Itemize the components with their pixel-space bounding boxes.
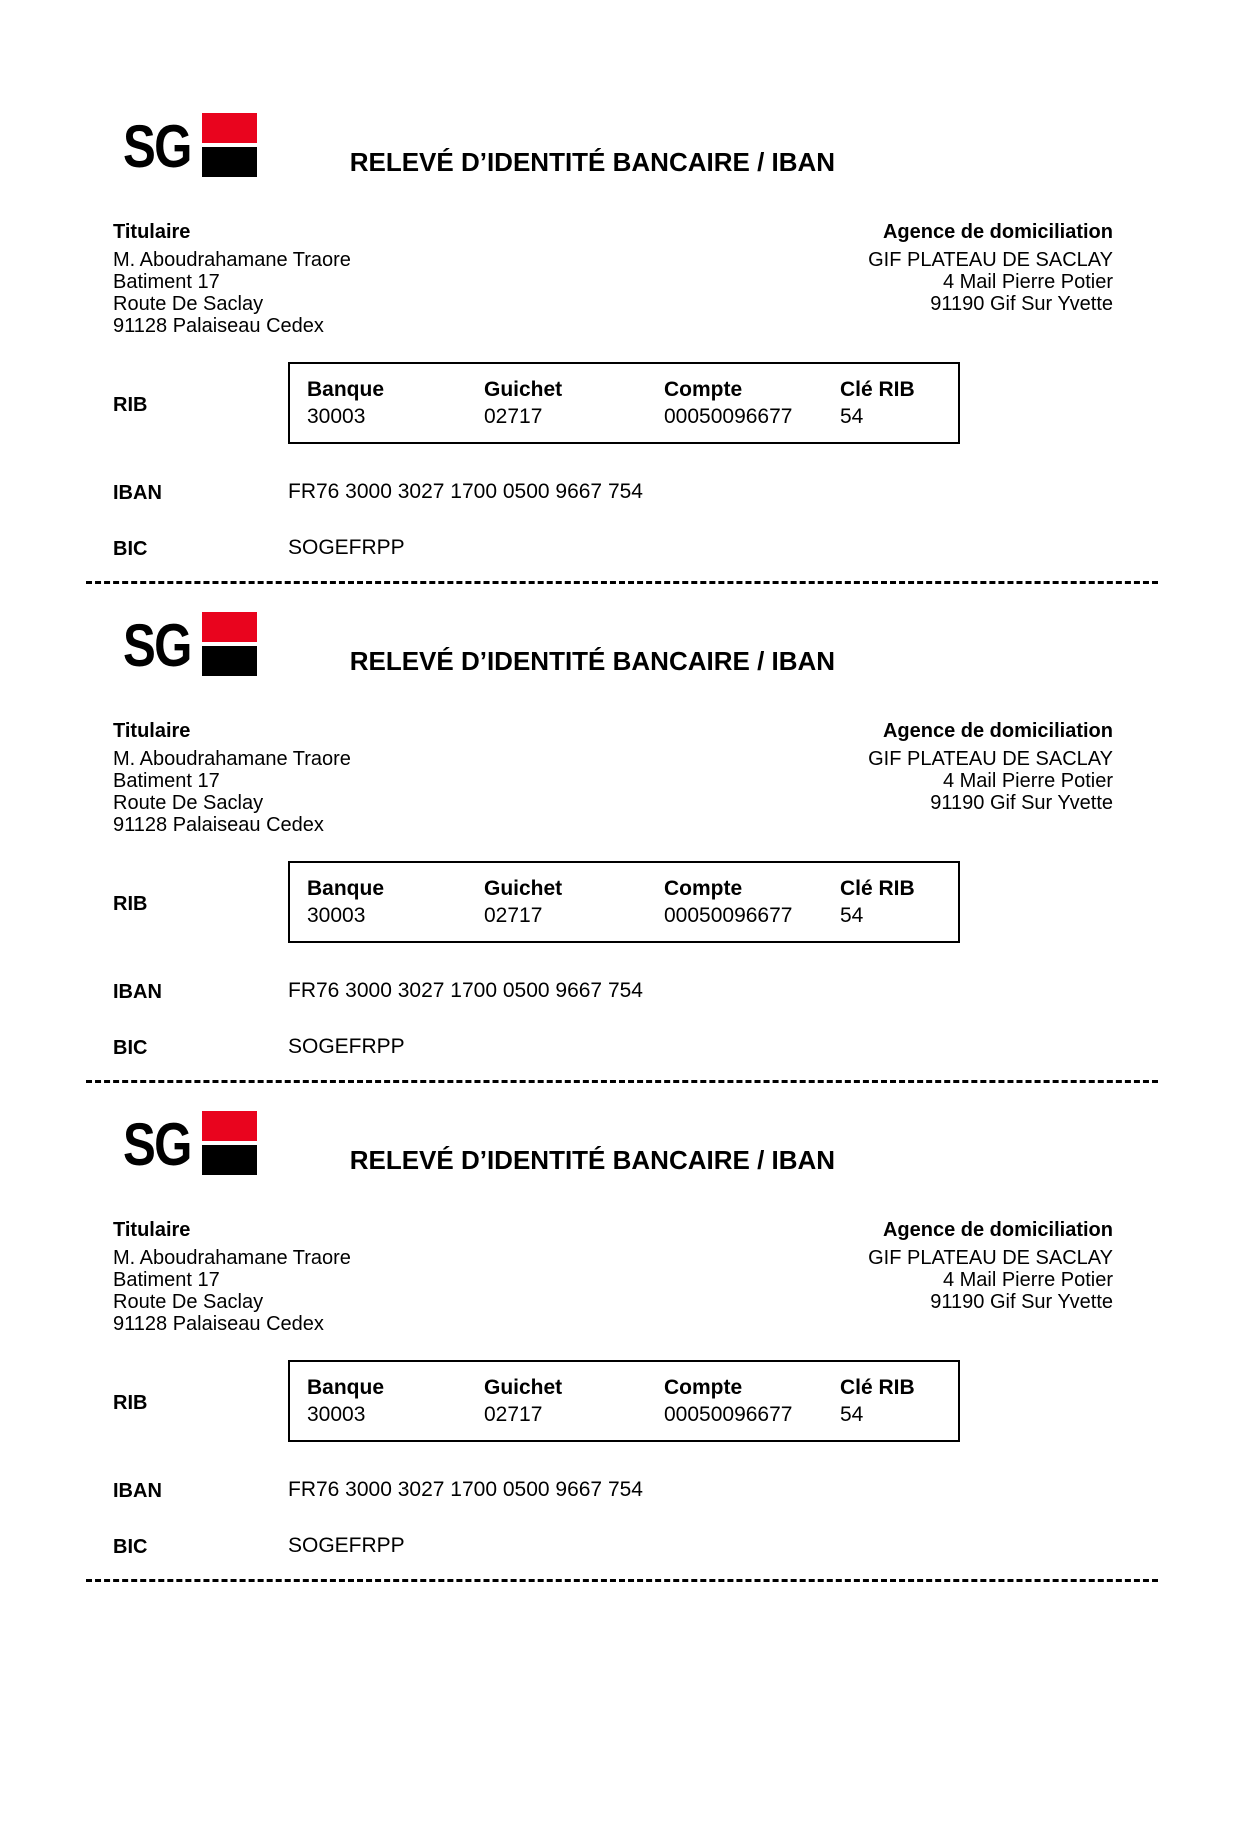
rib-section bbox=[86, 1083, 1158, 1582]
sg-logo-mark-icon bbox=[202, 113, 257, 177]
rib-column-header-compte: Compte bbox=[664, 1376, 743, 1399]
holder-address-line: Batiment 17 bbox=[113, 271, 220, 293]
rib-column-header-cle-rib: Clé RIB bbox=[840, 1376, 915, 1399]
rib-row bbox=[113, 362, 1113, 444]
rib-values bbox=[307, 904, 958, 928]
rib-column-header-guichet: Guichet bbox=[484, 378, 563, 401]
iban-label: IBAN bbox=[113, 1480, 162, 1502]
iban-row bbox=[113, 979, 1113, 1003]
holder-block bbox=[113, 222, 351, 337]
holder-label: Titulaire bbox=[113, 221, 191, 243]
rib-box bbox=[288, 1360, 960, 1442]
societe-generale-logo bbox=[123, 113, 257, 180]
agency-block bbox=[868, 222, 1113, 337]
sg-logo-text: SG bbox=[123, 113, 191, 180]
rib-box bbox=[288, 861, 960, 943]
agency-address-line: 91190 Gif Sur Yvette bbox=[930, 792, 1113, 814]
rib-column-header-banque: Banque bbox=[307, 1376, 385, 1399]
holder-address-line: Route De Saclay bbox=[113, 792, 264, 814]
iban-value: FR76 3000 3027 1700 0500 9667 754 bbox=[288, 1478, 643, 1501]
rib-value-guichet: 02717 bbox=[484, 405, 543, 428]
rib-value-compte: 00050096677 bbox=[664, 904, 793, 927]
rib-column-headers bbox=[307, 1376, 958, 1400]
rib-column-header-cle-rib: Clé RIB bbox=[840, 877, 915, 900]
document-title: RELEVÉ D’IDENTITÉ BANCAIRE / IBAN bbox=[349, 646, 836, 676]
parties-row bbox=[113, 222, 1113, 337]
agency-block bbox=[868, 1220, 1113, 1335]
holder-block bbox=[113, 721, 351, 836]
bic-label: BIC bbox=[113, 1536, 148, 1558]
holder-block bbox=[113, 1220, 351, 1335]
holder-address bbox=[113, 249, 351, 337]
sg-logo-red-square bbox=[202, 1111, 257, 1141]
rib-column-header-guichet: Guichet bbox=[484, 1376, 563, 1399]
rib-value-banque: 30003 bbox=[307, 405, 366, 428]
iban-label: IBAN bbox=[113, 482, 162, 504]
agency-address-line: GIF PLATEAU DE SACLAY bbox=[868, 249, 1113, 271]
bic-label: BIC bbox=[113, 1037, 148, 1059]
document-body bbox=[86, 85, 1158, 1582]
rib-value-compte: 00050096677 bbox=[664, 405, 793, 428]
rib-column-header-compte: Compte bbox=[664, 877, 743, 900]
rib-values bbox=[307, 1403, 958, 1427]
holder-address-line: 91128 Palaiseau Cedex bbox=[113, 1313, 324, 1335]
holder-address-line: 91128 Palaiseau Cedex bbox=[113, 814, 324, 836]
holder-address-line: 91128 Palaiseau Cedex bbox=[113, 315, 324, 337]
societe-generale-logo bbox=[123, 612, 257, 679]
rib-label: RIB bbox=[113, 1392, 148, 1414]
rib-label: RIB bbox=[113, 893, 148, 915]
rib-section bbox=[86, 584, 1158, 1083]
document-title: RELEVÉ D’IDENTITÉ BANCAIRE / IBAN bbox=[349, 1145, 836, 1175]
holder-address-line: Batiment 17 bbox=[113, 770, 220, 792]
rib-section bbox=[86, 85, 1158, 584]
section-header bbox=[113, 612, 1113, 679]
rib-column-headers bbox=[307, 378, 958, 402]
holder-address-line: Batiment 17 bbox=[113, 1269, 220, 1291]
holder-label: Titulaire bbox=[113, 720, 191, 742]
parties-row bbox=[113, 1220, 1113, 1335]
sg-logo-red-square bbox=[202, 612, 257, 642]
rib-column-headers bbox=[307, 877, 958, 901]
agency-address-line: 91190 Gif Sur Yvette bbox=[930, 293, 1113, 315]
iban-label: IBAN bbox=[113, 981, 162, 1003]
holder-address-line: Route De Saclay bbox=[113, 1291, 264, 1313]
sg-logo-mark-icon bbox=[202, 1111, 257, 1175]
bic-row bbox=[113, 1035, 1113, 1059]
rib-values bbox=[307, 405, 958, 429]
bic-row bbox=[113, 1534, 1113, 1558]
rib-column-header-cle-rib: Clé RIB bbox=[840, 378, 915, 401]
holder-address-line: M. Aboudrahamane Traore bbox=[113, 249, 351, 271]
rib-row bbox=[113, 861, 1113, 943]
sg-logo-black-square bbox=[202, 147, 257, 177]
rib-label: RIB bbox=[113, 394, 148, 416]
iban-value: FR76 3000 3027 1700 0500 9667 754 bbox=[288, 979, 643, 1002]
rib-column-header-compte: Compte bbox=[664, 378, 743, 401]
rib-value-cle-rib: 54 bbox=[840, 904, 864, 927]
document-title: RELEVÉ D’IDENTITÉ BANCAIRE / IBAN bbox=[349, 147, 836, 177]
section-header bbox=[113, 113, 1113, 180]
rib-value-banque: 30003 bbox=[307, 1403, 366, 1426]
bic-value: SOGEFRPP bbox=[288, 1534, 405, 1557]
agency-block bbox=[868, 721, 1113, 836]
rib-column-header-guichet: Guichet bbox=[484, 877, 563, 900]
rib-value-compte: 00050096677 bbox=[664, 1403, 793, 1426]
rib-value-guichet: 02717 bbox=[484, 904, 543, 927]
rib-row bbox=[113, 1360, 1113, 1442]
sg-logo-text: SG bbox=[123, 612, 191, 679]
rib-value-cle-rib: 54 bbox=[840, 1403, 864, 1426]
iban-value: FR76 3000 3027 1700 0500 9667 754 bbox=[288, 480, 643, 503]
rib-column-header-banque: Banque bbox=[307, 877, 385, 900]
parties-row bbox=[113, 721, 1113, 836]
section-header bbox=[113, 1111, 1113, 1178]
rib-value-cle-rib: 54 bbox=[840, 405, 864, 428]
sg-logo-text: SG bbox=[123, 1111, 191, 1178]
bic-label: BIC bbox=[113, 538, 148, 560]
rib-column-header-banque: Banque bbox=[307, 378, 385, 401]
agency-address-line: GIF PLATEAU DE SACLAY bbox=[868, 1247, 1113, 1269]
rib-box bbox=[288, 362, 960, 444]
bic-value: SOGEFRPP bbox=[288, 1035, 405, 1058]
dashed-cut-separator bbox=[86, 1579, 1158, 1582]
agency-address-line: 4 Mail Pierre Potier bbox=[942, 770, 1113, 792]
holder-address-line: Route De Saclay bbox=[113, 293, 264, 315]
holder-address bbox=[113, 1247, 351, 1335]
holder-label: Titulaire bbox=[113, 1219, 191, 1241]
bic-value: SOGEFRPP bbox=[288, 536, 405, 559]
bic-row bbox=[113, 536, 1113, 560]
iban-row bbox=[113, 480, 1113, 504]
sg-logo-red-square bbox=[202, 113, 257, 143]
iban-row bbox=[113, 1478, 1113, 1502]
agency-address-line: GIF PLATEAU DE SACLAY bbox=[868, 748, 1113, 770]
agency-address bbox=[868, 249, 1113, 315]
sg-logo-black-square bbox=[202, 646, 257, 676]
sg-logo-mark-icon bbox=[202, 612, 257, 676]
agency-label: Agence de domiciliation bbox=[882, 720, 1113, 742]
agency-address bbox=[868, 1247, 1113, 1313]
societe-generale-logo bbox=[123, 1111, 257, 1178]
rib-value-banque: 30003 bbox=[307, 904, 366, 927]
agency-address-line: 4 Mail Pierre Potier bbox=[942, 1269, 1113, 1291]
agency-address-line: 91190 Gif Sur Yvette bbox=[930, 1291, 1113, 1313]
rib-value-guichet: 02717 bbox=[484, 1403, 543, 1426]
sg-logo-black-square bbox=[202, 1145, 257, 1175]
holder-address bbox=[113, 748, 351, 836]
agency-address-line: 4 Mail Pierre Potier bbox=[942, 271, 1113, 293]
agency-label: Agence de domiciliation bbox=[882, 1219, 1113, 1241]
agency-label: Agence de domiciliation bbox=[882, 221, 1113, 243]
holder-address-line: M. Aboudrahamane Traore bbox=[113, 748, 351, 770]
holder-address-line: M. Aboudrahamane Traore bbox=[113, 1247, 351, 1269]
agency-address bbox=[868, 748, 1113, 814]
